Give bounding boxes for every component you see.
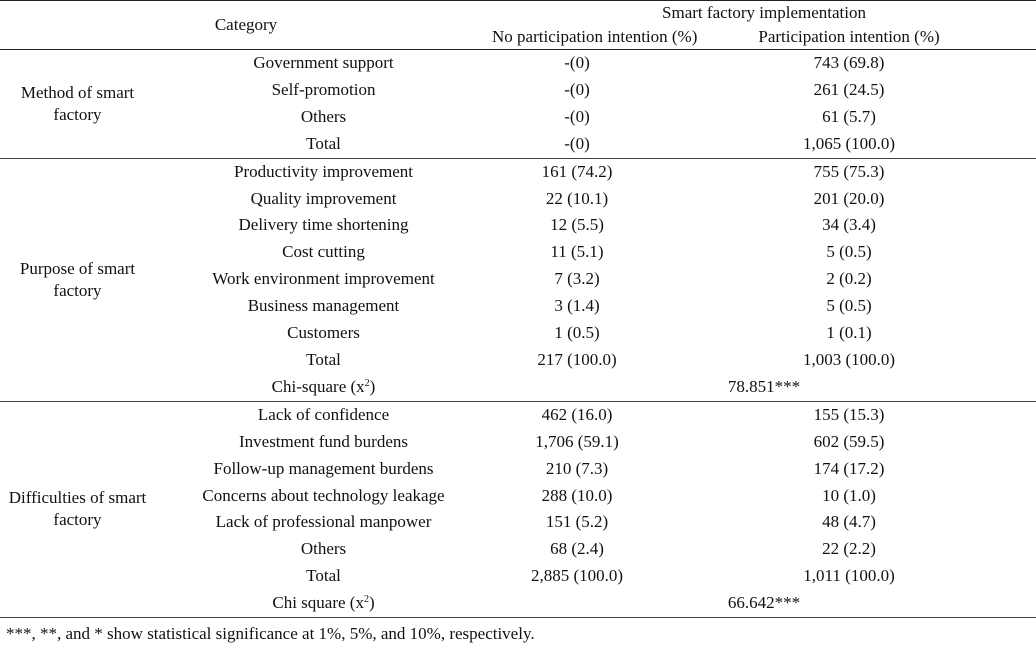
row-no-participation: 210 (7.3)	[545, 458, 609, 478]
row-item: Business management	[247, 296, 400, 316]
row-participation: 1,065 (100.0)	[662, 131, 1036, 158]
chi-square-label	[155, 374, 492, 401]
row-item: Others	[300, 539, 347, 559]
table-row	[0, 77, 1036, 104]
footnote: ***, **, and * show statistical significance at 1%, 5%, and 10%, respectively.	[6, 624, 535, 643]
row-no-participation: 22 (10.1)	[545, 188, 609, 208]
table-row	[0, 50, 1036, 77]
row-participation: 5 (0.5)	[826, 242, 872, 262]
row-no-participation: -(0)	[492, 131, 662, 158]
row-item: Government support	[253, 53, 394, 72]
table-row	[0, 239, 1036, 266]
table-row	[0, 536, 1036, 563]
chi-label-text: Chi-square (x	[271, 376, 365, 396]
chi-label-text: Chi square (x	[272, 593, 364, 613]
table-row	[0, 429, 1036, 456]
table-row	[0, 563, 1036, 590]
chi-square-row	[0, 590, 1036, 617]
row-item: Productivity improvement	[234, 161, 413, 181]
row-participation: 1,003 (100.0)	[802, 349, 896, 369]
row-participation: 10 (1.0)	[822, 485, 876, 505]
section-label: Method of smart factory	[0, 50, 155, 159]
row-no-participation: 161 (74.2)	[541, 161, 613, 181]
row-item: Concerns about technology leakage	[202, 485, 445, 505]
row-no-participation: 1,706 (59.1)	[535, 431, 619, 451]
row-participation: 201 (20.0)	[813, 188, 885, 208]
table-row	[0, 483, 1036, 510]
chi-label-sup: 2	[363, 594, 369, 606]
row-participation: 755 (75.3)	[813, 161, 885, 181]
table-row	[0, 104, 1036, 131]
header-no-participation: No participation intention (%)	[492, 25, 662, 50]
chi-square-value: 78.851***	[492, 374, 1036, 401]
row-item: Lack of confidence	[257, 404, 390, 424]
row-participation: 743 (69.8)	[813, 53, 885, 72]
table-row	[0, 266, 1036, 293]
row-item: Follow-up management burdens	[213, 458, 434, 478]
row-item: Investment fund burdens	[238, 431, 409, 451]
row-no-participation: -(0)	[564, 53, 590, 72]
row-no-participation: 217 (100.0)	[537, 349, 617, 369]
row-participation: 48 (4.7)	[822, 512, 876, 532]
row-participation: 61 (5.7)	[822, 106, 876, 126]
chi-label-close: )	[369, 376, 376, 396]
row-item: Lack of professional manpower	[215, 512, 432, 532]
chi-square-label	[155, 590, 492, 617]
row-item: Delivery time shortening	[238, 215, 409, 235]
row-item: Total	[306, 349, 341, 369]
row-participation: 5 (0.5)	[826, 296, 872, 316]
table-row	[0, 186, 1036, 213]
row-participation: 1,011 (100.0)	[803, 566, 895, 586]
row-no-participation: 1 (0.5)	[554, 323, 600, 343]
row-participation: 174 (17.2)	[813, 458, 885, 478]
header-category: Category	[0, 1, 492, 50]
row-no-participation: 12 (5.5)	[550, 215, 604, 235]
section-label: Purpose of smart factory	[0, 158, 155, 401]
row-no-participation: -(0)	[564, 106, 590, 126]
row-no-participation: 151 (5.2)	[545, 512, 609, 532]
chi-label-sup: 2	[364, 377, 370, 389]
table-row	[0, 158, 1036, 185]
section-label: Difficulties of smart factory	[0, 401, 155, 617]
row-item: Others	[300, 106, 347, 126]
row-no-participation: 68 (2.4)	[550, 539, 604, 559]
row-participation: 261 (24.5)	[813, 79, 885, 99]
row-participation: 22 (2.2)	[822, 539, 876, 559]
row-item: Self-promotion	[271, 79, 376, 99]
row-no-participation: 288 (10.0)	[541, 485, 613, 505]
row-participation: 602 (59.5)	[813, 431, 885, 451]
table-row	[0, 509, 1036, 536]
chi-label-close: )	[368, 593, 375, 613]
row-item: Work environment improvement	[212, 269, 435, 289]
row-item: Total	[306, 566, 341, 586]
row-item: Cost cutting	[282, 242, 365, 262]
row-item: Quality improvement	[250, 188, 397, 208]
row-no-participation: 3 (1.4)	[554, 296, 600, 316]
table-row	[0, 347, 1036, 374]
header-group: Smart factory implementation	[492, 1, 1036, 26]
row-participation: 2 (0.2)	[826, 269, 872, 289]
table-row	[0, 131, 1036, 158]
row-no-participation: 7 (3.2)	[554, 269, 600, 289]
row-no-participation: 2,885 (100.0)	[530, 566, 624, 586]
chi-square-value: 66.642***	[492, 590, 1036, 617]
table-row	[0, 212, 1036, 239]
row-no-participation: 462 (16.0)	[541, 404, 613, 424]
row-item: Total	[155, 131, 492, 158]
table-row	[0, 320, 1036, 347]
row-no-participation: 11 (5.1)	[550, 242, 604, 262]
row-participation: 1 (0.1)	[826, 323, 872, 343]
row-participation: 155 (15.3)	[813, 404, 885, 424]
header-participation: Participation intention (%)	[662, 25, 1036, 50]
table-row	[0, 401, 1036, 428]
row-item: Customers	[287, 323, 360, 343]
table-row	[0, 293, 1036, 320]
row-no-participation: -(0)	[564, 79, 590, 99]
table-row	[0, 456, 1036, 483]
chi-square-row	[0, 374, 1036, 401]
row-participation: 34 (3.4)	[822, 215, 876, 235]
